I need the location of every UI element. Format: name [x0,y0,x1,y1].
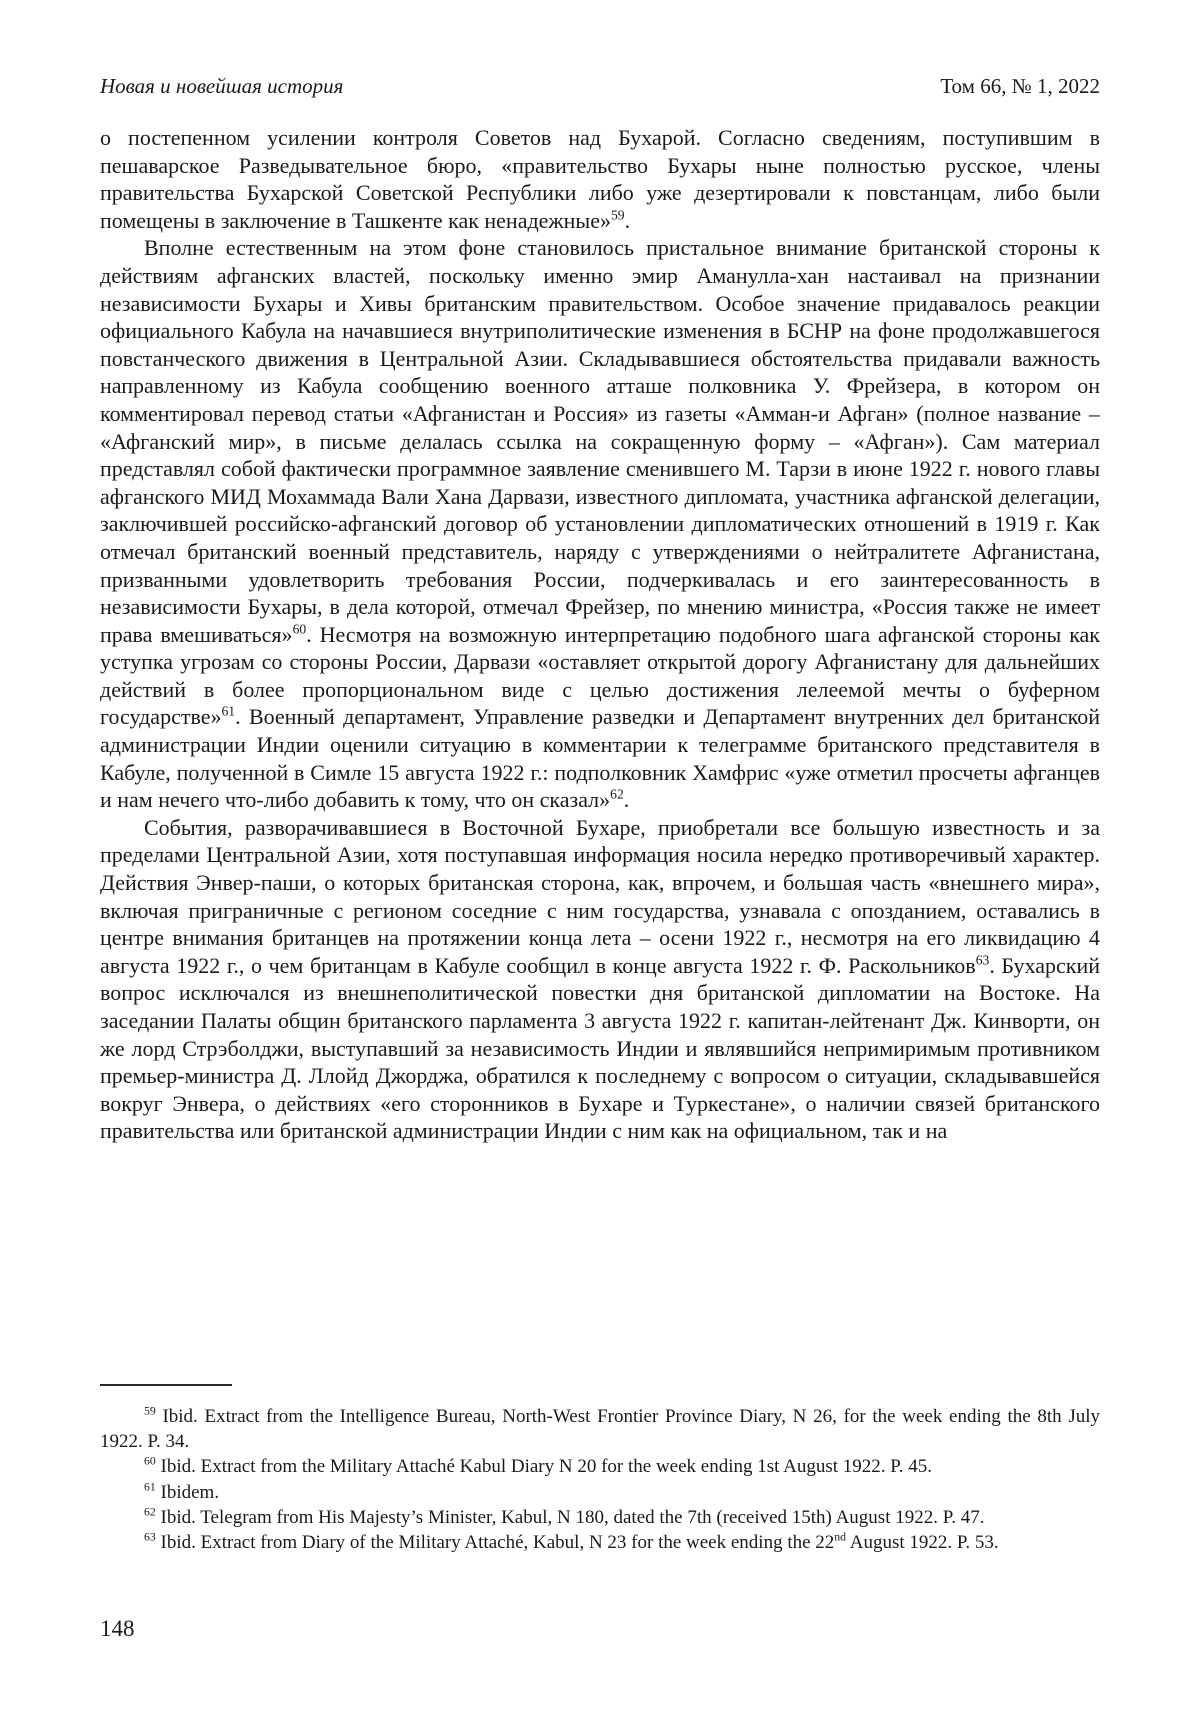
footnote-block [100,1384,1100,1555]
article-body [100,124,1100,1145]
footnote: $^{63}$ Ibid. Extract from Diary of the Military Attaché, Kabul, N 23 for the week ending the 22nd August 1922. P. 53. [144,1530,999,1554]
body-paragraph: События, разворачивавшиеся в Восточной Бухаре, приобретали все большую известность и за пределами Центральной Азии, хотя поступавшая информация носила нередко противоречивый характер. Действия Энвер-паши, о которых британская сторона, как, впрочем, и большая часть «внешнего мира», включая приграничные с регионом соседние с ним государства, узнавала с опозданием, оставались в центре внимания британцев на протяжении конца лета – осени 1922 г., несмотря на его ликвидацию 4 августа 1922 г., о чем британцам в Кабуле сообщил в конце августа 1922 г. Ф. Раскольников$^{63}$. Бухарский вопрос исключался из внешнеполитической повестки дня британской дипломатии на Востоке. На заседании Палаты общин британского парламента 3 августа 1922 г. капитан-лейтенант Дж. Кинворти, он же лорд Стрэболджи, выступавший за независимость Индии и являвшийся непримиримым противником премьер-министра Д. Ллойд Джорджа, обратился к последнему с вопросом о ситуации, складывавшейся вокруг Энвера, о действиях «его сторонников в Бухаре и Туркестане», о наличии связей британского правительства или британской администрации Индии с ним как на официальном, так и на [100,814,1100,1144]
body-paragraph: Вполне естественным на этом фоне становилось пристальное внимание британской стороны к действиям афганских властей, поскольку именно эмир Аманулла-хан настаивал на признании независимости Бухары и Хивы британским правительством. Особое значение придавалось реакции официального Кабула на начавшиеся внутриполитические изменения в БСНР на фоне продолжавшегося повстанческого движения в Центральной Азии. Складывавшиеся обстоятельства придавали важность направленному из Кабула сообщению военного атташе полковника У. Фрейзера, в котором он комментировал перевод статьи «Афганистан и Россия» из газеты «Амман-и Афган» (полное название – «Афганский мир», в письме делалась ссылка на сокращенную форму – «Афган»). Сам материал представлял собой фактически программное заявление сменившего М. Тарзи в июне 1922 г. нового главы афганского МИД Мохаммада Вали Хана Дарвази, известного дипломата, участника афганской делегации, заключившей российско-афганский договор об установлении дипломатических отношений в 1919 г. Как отмечал британский военный представитель, наряду с утверждениями о нейтралитете Афганистана, призванными удовлетворить требования России, подчеркивалась и его заинтересованность в независимости Бухары, в дела которой, отмечал Фрейзер, по мнению министра, «Россия также не имеет права вмешиваться»$^{60}$. Несмотря на возможную интерпретацию подобного шага афганской стороны как уступка угрозам со стороны России, Дарвази «оставляет открытой дорогу Афганистану для дальнейших действий в более пропорциональном виде с целью достижения лелеемой мечты о буферном государстве»$^{61}$. Военный департамент, Управление разведки и Департамент внутренних дел британской администрации Индии оценили ситуацию в комментарии к телеграмме британского представителя в Кабуле, полученной в Симле 15 августа 1922 г.: подполковник Хамфрис «уже отметил просчеты афганцев и нам нечего что-либо добавить к тому, что он сказал»$^{62}$. [100,235,1100,813]
footnote: $^{60}$ Ibid. Extract from the Military Attaché Kabul Diary N 20 for the week ending 1st August 1922. P. 45. [144,1455,932,1478]
journal-title: Новая и новейшая история [100,74,344,98]
footnote: $^{61}$ Ibidem. [144,1480,220,1503]
footnote: $^{59}$ Ibid. Extract from the Intelligence Bureau, North-West Frontier Province Diary, N 26, for the week ending the 8th July 1922. P. 34. [100,1404,1100,1453]
body-paragraph: о постепенном усилении контроля Советов над Бухарой. Согласно сведениям, поступившим в пешаварское Разведывательное бюро, «правительство Бухары ныне полностью русское, члены правительства Бухарской Советской Республики либо уже дезертировали к повстанцам, либо были помещены в заключение в Ташкенте как ненадежные»$^{59}$. [100,125,1100,233]
volume-issue-info: Том 66, № 1, 2022 [940,74,1100,98]
footnotes-list [100,1404,1100,1555]
running-header [100,74,1100,98]
footnote: $^{62}$ Ibid. Telegram from His Majesty’s Minister, Kabul, N 180, dated the 7th (received 15th) August 1922. P. 47. [144,1505,985,1528]
footnote-separator [100,1384,232,1386]
page-number: 148 [100,1616,135,1641]
